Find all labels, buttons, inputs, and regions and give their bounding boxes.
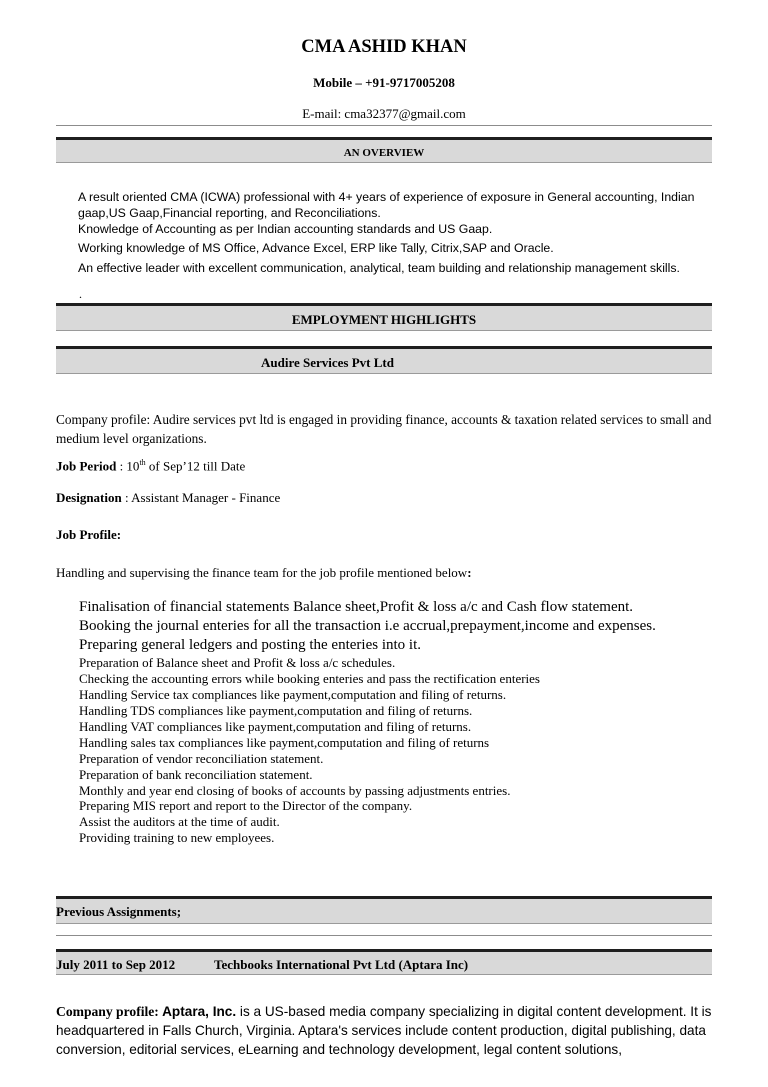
designation-label: Designation xyxy=(56,490,122,505)
job-period-label: Job Period xyxy=(56,458,117,474)
list-item: Assist the auditors at the time of audit. xyxy=(79,814,280,829)
designation-value: : Assistant Manager - Finance xyxy=(121,490,281,505)
divider xyxy=(56,935,712,936)
company-profile: Company profile: Audire services pvt ltd is engaged in providing finance, accounts & taxation related services to small and medium level organizations. xyxy=(56,412,712,446)
previous-title: Previous Assignments; xyxy=(56,904,182,919)
overview-title: AN OVERVIEW xyxy=(343,147,425,159)
list-item: Working knowledge of MS Office, Advance Excel, ERP like Tally, Citrix,SAP and Oracle. xyxy=(78,241,554,255)
job-period-end: of Sep’12 till Date xyxy=(145,458,246,474)
previous-job-company: Techbooks International Pvt Ltd (Aptara Inc) xyxy=(214,957,469,972)
previous-profile-label: Company profile: xyxy=(56,1004,159,1019)
previous-profile-name: Aptara, Inc. xyxy=(158,1004,237,1019)
ordinal-suffix: th xyxy=(139,458,146,467)
handling-intro-text: Handling and supervising the finance team for the job profile mentioned below xyxy=(56,565,468,580)
list-item: Handling sales tax compliances like payment,computation and filing of returns xyxy=(79,735,490,750)
mobile-number: Mobile – +91-9717005208 xyxy=(313,75,455,90)
employment-title: EMPLOYMENT HIGHLIGHTS xyxy=(291,312,477,327)
list-item: Booking the journal enteries for all the transaction i.e accrual,prepayment,income and expenses. xyxy=(79,618,656,634)
list-item: Handling VAT compliances like payment,computation and filing of returns. xyxy=(79,719,472,734)
handling-intro xyxy=(56,565,472,581)
list-item: Checking the accounting errors while booking enteries and pass the rectification enteries xyxy=(79,671,540,686)
list-item: Monthly and year end closing of books of accounts by passing adjustments entries. xyxy=(79,783,511,798)
list-item: Handling Service tax compliances like payment,computation and filing of returns. xyxy=(79,687,507,702)
list-item: An effective leader with excellent communication, analytical, team building and relationship management skills. xyxy=(78,261,680,275)
previous-profile-text: is a US-based media company specializing in digital content development. It is headquartered in Falls Church, Virginia. Aptara's services include content production, digital publishing, data conversion, editorial services, eLearning and technology development, legal content solutions, xyxy=(56,1004,712,1057)
stray-dot: . xyxy=(79,287,82,301)
list-item: Knowledge of Accounting as per Indian accounting standards and US Gaap. xyxy=(78,222,493,236)
email-address: E-mail: cma32377@gmail.com xyxy=(302,106,466,121)
list-item: Finalisation of financial statements Balance sheet,Profit & loss a/c and Cash flow statement. xyxy=(79,599,634,615)
job-profile-heading: Job Profile: xyxy=(56,527,122,542)
list-item: Preparing general ledgers and posting the enteries into it. xyxy=(79,637,421,653)
company-name: Audire Services Pvt Ltd xyxy=(261,355,394,370)
job-period xyxy=(56,458,245,474)
previous-job-period: July 2011 to Sep 2012 xyxy=(56,957,176,972)
list-item: Preparation of bank reconciliation statement. xyxy=(79,767,313,782)
list-item: Preparing MIS report and report to the Director of the company. xyxy=(79,798,413,813)
divider xyxy=(56,125,712,126)
job-period-start: : 10 xyxy=(116,458,140,474)
list-item: Handling TDS compliances like payment,computation and filing of returns. xyxy=(79,703,473,718)
list-item: Preparation of Balance sheet and Profit & loss a/c schedules. xyxy=(79,655,396,670)
list-item: A result oriented CMA (ICWA) professional with 4+ years of experience of exposure in General accounting, Indian gaap,US Gaap,Financial reporting, and Reconciliations. xyxy=(78,190,695,220)
list-item: Preparation of vendor reconciliation statement. xyxy=(79,751,324,766)
list-item: Providing training to new employees. xyxy=(79,830,275,845)
designation xyxy=(56,490,280,506)
handling-intro-colon: : xyxy=(467,565,472,580)
previous-company-profile xyxy=(56,1002,712,1059)
candidate-name: CMA ASHID KHAN xyxy=(301,37,467,57)
